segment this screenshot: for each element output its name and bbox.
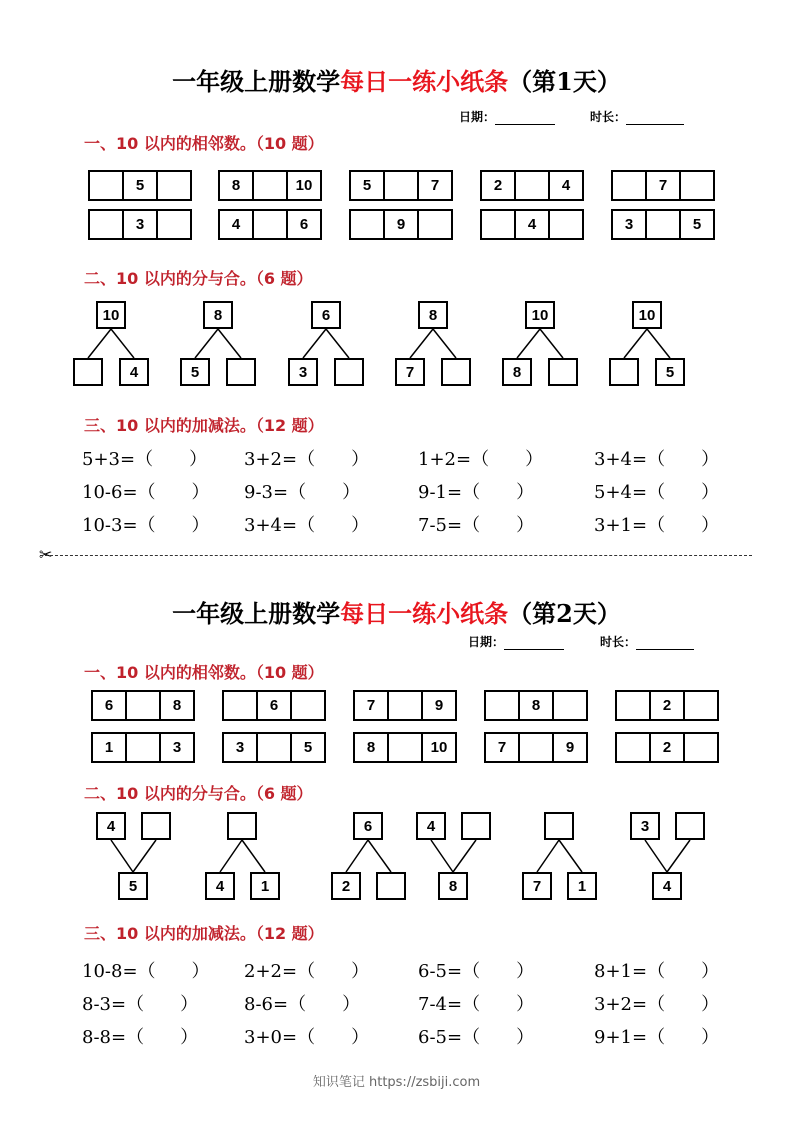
- connector-line: [517, 329, 540, 358]
- part-box: 8: [502, 358, 532, 386]
- title-suffix: （第2天）: [508, 599, 621, 628]
- equation[interactable]: 3+1=（ ）: [594, 515, 720, 536]
- connector-line: [537, 840, 559, 872]
- equation[interactable]: 8-3=（ ）: [82, 994, 199, 1015]
- number-cell: 8: [520, 692, 554, 719]
- connector-line: [195, 329, 218, 358]
- number-cell: 4: [516, 211, 550, 238]
- connector-line: [368, 840, 391, 872]
- part-box: 4: [96, 812, 126, 840]
- number-cell: 10: [430, 739, 448, 756]
- equation[interactable]: 3+0=（ ）: [244, 1027, 370, 1048]
- connector-line: [647, 329, 670, 358]
- connector-line: [410, 329, 433, 358]
- number-cell: 7: [430, 177, 440, 194]
- equation[interactable]: 6-5=（ ）: [418, 1027, 535, 1048]
- connector-line: [624, 329, 647, 358]
- connector-line: [218, 329, 241, 358]
- equation[interactable]: 10-3=（ ）: [82, 515, 210, 536]
- number-cell: 5: [124, 172, 158, 199]
- number-cell: 6: [299, 216, 309, 233]
- number-cell: 4: [220, 211, 254, 238]
- part-box: 7: [395, 358, 425, 386]
- part-box: 4: [205, 872, 235, 900]
- time-label: 时长：: [600, 635, 637, 649]
- number-cell: 2: [482, 172, 516, 199]
- number-cell: 5: [351, 172, 385, 199]
- number-cell: 3: [124, 211, 158, 238]
- connector-line: [326, 329, 349, 358]
- equation[interactable]: 3+2=（ ）: [594, 994, 720, 1015]
- total-box: 10: [96, 301, 126, 329]
- number-cell: 7: [647, 172, 681, 199]
- equation[interactable]: 9+1=（ ）: [594, 1027, 720, 1048]
- equation[interactable]: 3+4=（ ）: [594, 449, 720, 470]
- equation[interactable]: 8+1=（ ）: [594, 961, 720, 982]
- title-suffix: （第1天）: [508, 67, 621, 96]
- total-box: 5: [118, 872, 148, 900]
- total-box: 6: [311, 301, 341, 329]
- part-box: 4: [119, 358, 149, 386]
- number-cell: 3: [613, 211, 647, 238]
- number-cell: 4: [561, 177, 571, 194]
- connector-line: [667, 840, 690, 872]
- number-cell: 9: [385, 211, 419, 238]
- connector-line: [431, 840, 453, 872]
- date-label: 日期：: [459, 110, 496, 124]
- equation[interactable]: 3+2=（ ）: [244, 449, 370, 470]
- number-cell: 8: [355, 734, 389, 761]
- title-highlight: 每日一练小纸条: [340, 599, 509, 628]
- connector-line: [346, 840, 368, 872]
- title-highlight: 每日一练小纸条: [340, 67, 509, 96]
- number-cell: 9: [565, 739, 575, 756]
- part-box: 3: [288, 358, 318, 386]
- part-box: 4: [416, 812, 446, 840]
- day1-section-1-heading: 一、10 以内的相邻数。（10 题）: [84, 134, 324, 153]
- day2-section-3-heading: 三、10 以内的加减法。（12 题）: [84, 924, 324, 943]
- total-box: 10: [525, 301, 555, 329]
- part-box: 2: [331, 872, 361, 900]
- number-cell: 5: [692, 216, 702, 233]
- connector-line: [88, 329, 111, 358]
- equation[interactable]: 3+4=（ ）: [244, 515, 370, 536]
- equation[interactable]: 8-8=（ ）: [82, 1027, 199, 1048]
- total-box: 10: [632, 301, 662, 329]
- time-label: 时长：: [590, 110, 627, 124]
- total-box: 8: [418, 301, 448, 329]
- equation[interactable]: 10-8=（ ）: [82, 961, 210, 982]
- part-box: 7: [522, 872, 552, 900]
- number-cell: 6: [93, 692, 127, 719]
- number-cell: 10: [295, 177, 313, 194]
- connector-line: [220, 840, 242, 872]
- part-box: 1: [567, 872, 597, 900]
- equation[interactable]: 5+3=（ ）: [82, 449, 208, 470]
- number-cell: 8: [220, 172, 254, 199]
- connector-line: [133, 840, 156, 872]
- connector-line: [559, 840, 582, 872]
- equation[interactable]: 10-6=（ ）: [82, 482, 210, 503]
- day2-section-1-heading: 一、10 以内的相邻数。（10 题）: [84, 663, 324, 682]
- equation[interactable]: 7-5=（ ）: [418, 515, 535, 536]
- total-box: 4: [652, 872, 682, 900]
- number-cell: 6: [258, 692, 292, 719]
- connector-line: [540, 329, 563, 358]
- number-cell: 1: [93, 734, 127, 761]
- part-box: 3: [630, 812, 660, 840]
- total-box: 6: [353, 812, 383, 840]
- equation[interactable]: 6-5=（ ）: [418, 961, 535, 982]
- total-box: 8: [203, 301, 233, 329]
- connector-line: [303, 329, 326, 358]
- part-box: 1: [250, 872, 280, 900]
- total-box: 8: [438, 872, 468, 900]
- title-text: 一年级上册数学: [172, 67, 341, 96]
- number-cell: 8: [172, 697, 182, 714]
- date-label: 日期：: [468, 635, 505, 649]
- number-cell: 7: [355, 692, 389, 719]
- connector-line: [111, 840, 133, 872]
- number-cell: 3: [172, 739, 182, 756]
- number-cell: 9: [434, 697, 444, 714]
- title-text: 一年级上册数学: [172, 599, 341, 628]
- connector-line: [111, 329, 134, 358]
- connector-line: [453, 840, 476, 872]
- day1-section-2-heading: 二、10 以内的分与合。（6 题）: [84, 269, 313, 288]
- connector-line: [645, 840, 667, 872]
- day1-section-3-heading: 三、10 以内的加减法。（12 题）: [84, 416, 324, 435]
- equation[interactable]: 1+2=（ ）: [418, 449, 544, 470]
- day2-section-2-heading: 二、10 以内的分与合。（6 题）: [84, 784, 313, 803]
- equation[interactable]: 9-1=（ ）: [418, 482, 535, 503]
- number-cell: 5: [303, 739, 313, 756]
- scissors-icon: ✂: [39, 545, 53, 564]
- number-cell: 3: [224, 734, 258, 761]
- connector-line: [433, 329, 456, 358]
- number-cell: 2: [651, 734, 685, 761]
- connector-line: [242, 840, 265, 872]
- number-cell: 7: [486, 734, 520, 761]
- number-cell: 2: [651, 692, 685, 719]
- equation[interactable]: 7-4=（ ）: [418, 994, 535, 1015]
- part-box: 5: [655, 358, 685, 386]
- footer-watermark: 知识笔记 https://zsbiji.com: [312, 1075, 481, 1090]
- equation[interactable]: 2+2=（ ）: [244, 961, 370, 982]
- part-box: 5: [180, 358, 210, 386]
- equation[interactable]: 9-3=（ ）: [244, 482, 361, 503]
- equation[interactable]: 8-6=（ ）: [244, 994, 361, 1015]
- equation[interactable]: 5+4=（ ）: [594, 482, 720, 503]
